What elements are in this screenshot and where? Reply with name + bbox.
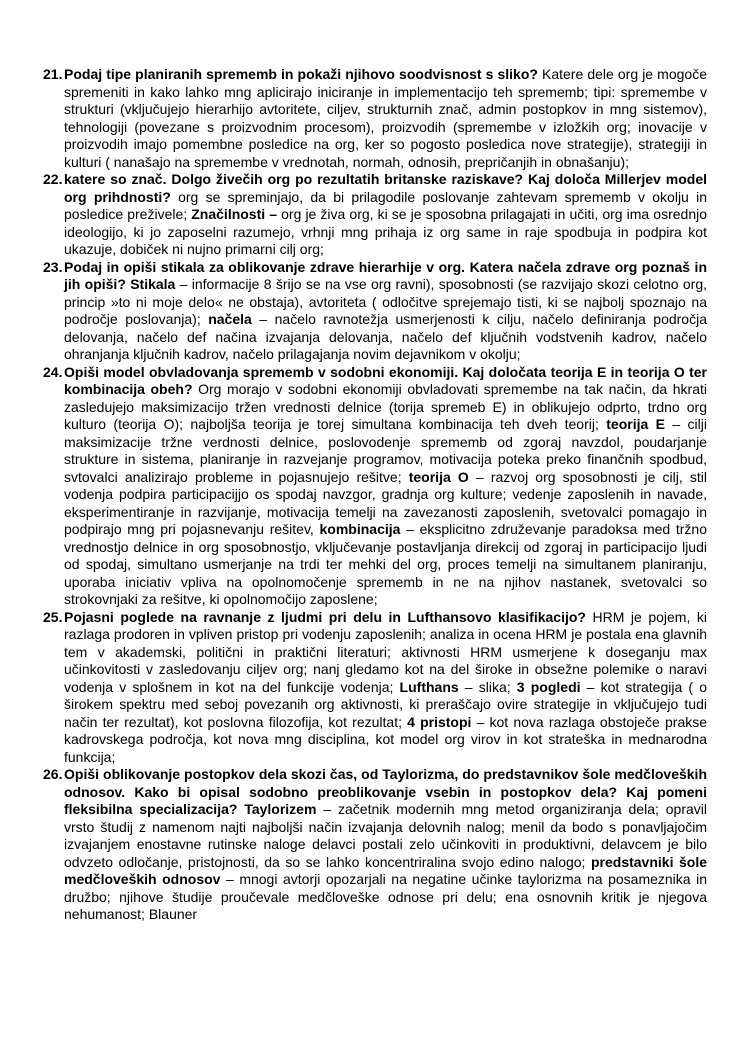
question-list bbox=[43, 66, 707, 924]
item-number: 22. bbox=[43, 171, 63, 187]
answer-keyword: načela bbox=[208, 311, 252, 327]
answer-text: – začetnik modernih mng metod organiziranja dela; opravil vrsto študij z namenom najti najboljši način izvajanja delovnih nalog; menil da bodo s ponavljajočim izvajanjem enostavne rutinske naloge delavci postali zelo učinkoviti in produktivni, delavcem je bilo odvzeto odločanje, pristojnosti, da so se lahko koncentriralina svojo edino nalogo; bbox=[64, 801, 708, 870]
item-number: 23. bbox=[43, 258, 63, 275]
question-item-25 bbox=[43, 609, 707, 767]
answer-keyword: Značilnosti – bbox=[191, 206, 278, 222]
answer-keyword: 4 pristopi bbox=[407, 713, 472, 730]
answer-text: – cilji maksimizacije tržne verdnosti delnice, poslovodenje sprememb od zgoraj navzdol, poudarjanje strukture in sistema, planiranje in razvejanje programov, motivacija poteka preko finančnih spodbud, svtovalci analizirajo probleme in pojasnujejo rešitve; bbox=[64, 416, 707, 485]
answer-keyword: teorija E bbox=[606, 416, 665, 432]
answer-keyword: Lufthans bbox=[399, 678, 459, 695]
answer-keyword: teorija O bbox=[408, 468, 469, 485]
question-item-24 bbox=[43, 364, 707, 609]
answer-keyword: kombinacija bbox=[319, 521, 401, 537]
question-item-26 bbox=[43, 766, 707, 924]
question-text: Opiši oblikovanje postopkov dela skozi čas, od Taylorizma, do predstavnikov šole medčloveških odnosov. Kako bi opisal sodobno preoblikovanje vsebin in postopkov dela? Kaj pomeni fleksibilna specializacija? Taylorizem bbox=[64, 766, 707, 817]
answer-keyword: predstavniki šole medčloveških odnosov bbox=[64, 853, 707, 887]
answer-text: HRM je pojem, ki razlaga prodoren in vpliven pristop pri vodenju zaposlenih; analiza in ocena HRM je postala ena glavnih tem v akademski, politični in praktični literaturi; aktivnosti HRM usmerjene k doseganju max učinkovitosti v zasledovanju ciljev org; nanj gledamo kot na del široke in obsežne polemike o naravi vodenja v splošnem in kot na del funkcije vodenja; bbox=[64, 608, 708, 695]
answer-text: – eksplicitno združevanje paradoksa med tržno vrednostjo delnice in org sposobnostjo, vključevanje postavljanja direkcij od zgoraj in participacijo ljudi od spodaj, simultano usmerjanje na trdi ter mehki del org, proces temelji na simultanem planiranju, uporaba iniciativ vpliva na opolnomočenje sprememb in ne na njihov nastanek, svetovalci so strokovnjaki za rešitve, ki opolnomočijo zaposlene; bbox=[64, 521, 708, 607]
answer-text: org se spreminjajo, da bi prilagodile poslovanje zahtevam sprememb v okolju in posledice preživele; bbox=[64, 188, 707, 222]
answer-text: – kot strategija ( o širokem spektru med seboj povezanih org aktivnosti, ki preraščajo ovire strategije in vključujejo tudi način ter rezultat), kot poslovna filozofija, kot rezultat; bbox=[64, 678, 707, 730]
answer-keyword: 3 pogledi bbox=[516, 678, 581, 695]
item-number: 21. bbox=[43, 66, 63, 82]
question-item-23 bbox=[43, 259, 707, 364]
question-text: Podaj in opiši stikala za oblikovanje zdrave hierarhije v org. Katera načela zdrave org poznaš in jih opiši? Stikala bbox=[64, 258, 707, 292]
answer-text: Org morajo v sodobni ekonomiji obvladovati spremembe na tak način, da hkrati zasledujejo maksimizacijo tržen vrednosti delnice (torija spremeb E) in oblikujejo odprto, trdno org kulturo (teorija O); najboljša teorija je torej simultana kombinacija teh dveh teorij; bbox=[64, 381, 707, 432]
question-text: Podaj tipe planiranih sprememb in pokaži njihovo soodvisnost s sliko? bbox=[64, 66, 538, 82]
question-item-22 bbox=[43, 171, 707, 259]
answer-text: – mnogi avtorji opozarjali na negatine učinke taylorizma na posameznika in družbo; njihove študije proučevale medčloveške odnose pri delu; ena osnovnih kritik je njegova nehumanost; Blauner bbox=[64, 871, 707, 922]
question-text: katere so znač. Dolgo živečih org po rezultatih britanske raziskave? Kaj določa Millerjev model org prihdnosti? bbox=[64, 171, 707, 205]
item-number: 24. bbox=[43, 363, 63, 380]
answer-text: org je živa org, ki se je sposobna prilagajati in učiti, org ima osrednjo ideologijo, ki jo zaposelni razumejo, vrhnji mng prihaja iz org same in raje spodbuja in podpira kot ukazuje, dobiček ni nujno primarni cilj org; bbox=[64, 206, 708, 257]
question-item-21 bbox=[43, 66, 707, 171]
answer-text: Katere dele org je mogoče spremeniti in kako lahko mng aplicirajo iniciranje in implementacijo teh sprememb; tipi: spremembe v strukturi (vključujejo hierarhijo avtoritete, ciljev, strukturnih znač, admin postopkov in mng sistemov), tehnologiji (povezane s proizvodnim procesom), proizvodih (spremembe v izložkih org; inovacije v proizvodih imajo pomembne posledice na org, ker so pogosto posledica nove strategije), strategiji in kulturi ( nanašajo na spremembe v vrednotah, normah, odnosih, prepričanjih in obnašanju); bbox=[64, 66, 707, 170]
answer-text: – razvoj org sposobnosti je cilj, stil vodenja podpira participacijjo os spodaj navzgor, gradnja org kulture; vedenje zaposlenih in navade, eksperimentiranje in razvijanje, motivacija temelji na zavezanosti zaposlenih, svetovalci pomagajo in podpirajo mng pri pojasnevanju rešitev, bbox=[64, 468, 708, 537]
answer-text: – slika; bbox=[458, 678, 517, 695]
question-text: Opiši model obvladovanja sprememb v sodobni ekonomiji. Kaj določata teorija E in teorija O ter kombinacija obeh? bbox=[64, 363, 707, 397]
answer-text: – kot nova razlaga obstoječe prakse kadrovskega področja, kot nova mng disciplina, kot model org virov in kot strateška in mednarodna funkcija; bbox=[64, 713, 708, 765]
item-number: 25. bbox=[43, 608, 63, 625]
question-text: Pojasni poglede na ravnanje z ljudmi pri delu in Lufthansovo klasifikacijo? bbox=[64, 608, 586, 625]
answer-text: – načelo ravnotežja usmerjenosti k cilju, načelo definiranja področja delovanja, načelo def načina izvajanja delovanja, načelo def ključnih vodstvenih kadrov, načelo ohranjanja ključnih kadrov, načelo prilagajanja novim dejavnikom v okolju; bbox=[64, 311, 707, 362]
answer-text: – informacije 8 šrijo se na vse org ravni), sposobnosti (se razvijajo skozi celotno org, princip »to ni moje delo« ne obstaja), avtoriteta ( odločitve sprejemajo tisti, ki se najbolj spoznajo na področje poslovanja); bbox=[64, 276, 707, 327]
item-number: 26. bbox=[43, 766, 63, 782]
